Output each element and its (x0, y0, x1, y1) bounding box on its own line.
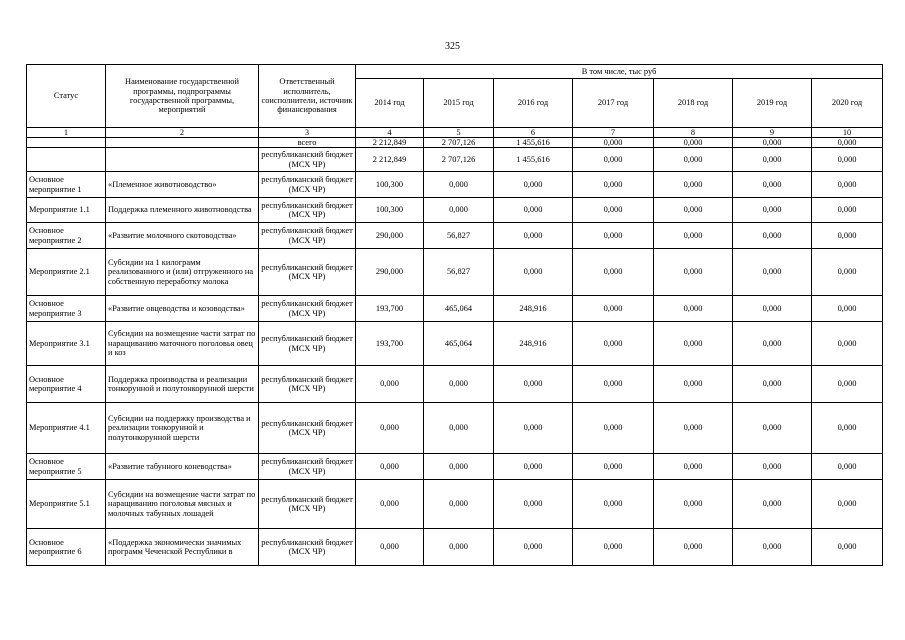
row-value: 0,000 (573, 172, 654, 198)
row-value: 0,000 (424, 480, 494, 529)
table-row (27, 366, 883, 403)
row-value: 0,000 (733, 454, 812, 480)
row-value: 0,000 (812, 454, 883, 480)
table-row (27, 148, 883, 172)
row-value: 2 707,126 (424, 138, 494, 148)
row-value: 1 455,616 (494, 148, 573, 172)
table-row (27, 480, 883, 529)
row-value: 0,000 (573, 454, 654, 480)
header-group: В том числе, тыс руб (356, 65, 883, 79)
row-value: 290,000 (356, 249, 424, 296)
header-year: 2015 год (424, 79, 494, 128)
row-value: 248,916 (494, 296, 573, 322)
column-number: 3 (259, 128, 356, 138)
row-value: 0,000 (654, 138, 733, 148)
row-value: 0,000 (654, 172, 733, 198)
row-value: 0,000 (654, 322, 733, 366)
row-value: 100,300 (356, 198, 424, 223)
row-status: Мероприятие 5.1 (27, 480, 106, 529)
row-value: 0,000 (733, 366, 812, 403)
row-value: 0,000 (733, 480, 812, 529)
row-value: 0,000 (733, 529, 812, 566)
row-source: республиканский бюджет (МСХ ЧР) (259, 223, 356, 249)
table-row (27, 296, 883, 322)
row-value: 0,000 (573, 403, 654, 454)
column-number: 4 (356, 128, 424, 138)
row-value: 0,000 (424, 366, 494, 403)
row-name: Субсидии на возмещение части затрат по наращиванию поголовья мясных и молочных табунных лошадей (106, 480, 259, 529)
row-value: 1 455,616 (494, 138, 573, 148)
row-value: 0,000 (812, 198, 883, 223)
row-value: 0,000 (733, 138, 812, 148)
row-value: 193,700 (356, 322, 424, 366)
row-source: республиканский бюджет (МСХ ЧР) (259, 296, 356, 322)
table-row (27, 223, 883, 249)
header-year: 2019 год (733, 79, 812, 128)
table-row (27, 403, 883, 454)
row-source: республиканский бюджет (МСХ ЧР) (259, 198, 356, 223)
row-value: 0,000 (654, 249, 733, 296)
row-value: 0,000 (812, 223, 883, 249)
row-source: республиканский бюджет (МСХ ЧР) (259, 403, 356, 454)
row-value: 0,000 (812, 366, 883, 403)
row-value: 2 212,849 (356, 148, 424, 172)
row-value: 0,000 (733, 296, 812, 322)
column-number: 1 (27, 128, 106, 138)
column-number: 9 (733, 128, 812, 138)
row-value: 0,000 (573, 366, 654, 403)
table-row (27, 172, 883, 198)
row-value: 0,000 (812, 480, 883, 529)
row-name: «Племенное животноводство» (106, 172, 259, 198)
row-name: «Развитие молочного скотоводства» (106, 223, 259, 249)
row-name (106, 148, 259, 172)
row-status: Основное мероприятие 5 (27, 454, 106, 480)
row-status: Основное мероприятие 3 (27, 296, 106, 322)
row-value: 0,000 (812, 148, 883, 172)
budget-table (26, 64, 883, 566)
row-status: Основное мероприятие 6 (27, 529, 106, 566)
row-value: 0,000 (654, 403, 733, 454)
row-value: 0,000 (812, 138, 883, 148)
row-value: 0,000 (573, 296, 654, 322)
row-name: Поддержка племенного животноводства (106, 198, 259, 223)
row-value: 0,000 (424, 454, 494, 480)
row-status: Мероприятие 4.1 (27, 403, 106, 454)
column-number: 7 (573, 128, 654, 138)
row-value: 100,300 (356, 172, 424, 198)
row-value: 0,000 (356, 454, 424, 480)
row-value: 0,000 (733, 223, 812, 249)
row-status: Мероприятие 2.1 (27, 249, 106, 296)
row-value: 0,000 (812, 529, 883, 566)
row-value: 0,000 (494, 366, 573, 403)
row-value: 0,000 (494, 454, 573, 480)
row-value: 0,000 (654, 480, 733, 529)
row-value: 0,000 (356, 403, 424, 454)
header-responsible: Ответственный исполнитель, соисполнители, источник финансирования (259, 65, 356, 128)
row-value: 0,000 (812, 322, 883, 366)
row-source: республиканский бюджет (МСХ ЧР) (259, 366, 356, 403)
table-row (27, 529, 883, 566)
row-value: 0,000 (573, 138, 654, 148)
row-value: 0,000 (356, 529, 424, 566)
row-name: Субсидии на возмещение части затрат по наращиванию маточного поголовья овец и коз (106, 322, 259, 366)
row-source: всего (259, 138, 356, 148)
row-name: «Развитие овцеводства и козоводства» (106, 296, 259, 322)
row-value: 0,000 (733, 148, 812, 172)
row-value: 2 707,126 (424, 148, 494, 172)
row-value: 0,000 (654, 529, 733, 566)
table-row (27, 249, 883, 296)
page-number: 325 (445, 41, 460, 52)
row-value: 465,064 (424, 296, 494, 322)
header-status: Статус (27, 65, 106, 128)
row-value: 0,000 (654, 148, 733, 172)
header-row (27, 65, 883, 79)
row-value: 0,000 (573, 322, 654, 366)
header-year: 2016 год (494, 79, 573, 128)
column-number-row (27, 128, 883, 138)
row-status: Мероприятие 1.1 (27, 198, 106, 223)
table-row (27, 138, 883, 148)
row-value: 0,000 (424, 403, 494, 454)
row-status: Основное мероприятие 2 (27, 223, 106, 249)
row-source: республиканский бюджет (МСХ ЧР) (259, 322, 356, 366)
row-value: 0,000 (733, 403, 812, 454)
row-value: 0,000 (494, 403, 573, 454)
row-name (106, 138, 259, 148)
row-name: Поддержка производства и реализации тонкорунной и полутонкорунной шерсти (106, 366, 259, 403)
row-status: Основное мероприятие 1 (27, 172, 106, 198)
row-value: 0,000 (733, 322, 812, 366)
row-value: 0,000 (733, 198, 812, 223)
column-number: 6 (494, 128, 573, 138)
row-value: 0,000 (812, 403, 883, 454)
row-source: республиканский бюджет (МСХ ЧР) (259, 454, 356, 480)
row-value: 248,916 (494, 322, 573, 366)
row-name: Субсидии на поддержку производства и реализации тонкорунной и полутонкорунной шерсти (106, 403, 259, 454)
row-value: 0,000 (573, 249, 654, 296)
row-value: 0,000 (812, 296, 883, 322)
table-row (27, 322, 883, 366)
row-value: 0,000 (573, 529, 654, 566)
row-value: 0,000 (424, 529, 494, 566)
row-value: 0,000 (573, 223, 654, 249)
column-number: 8 (654, 128, 733, 138)
row-value: 0,000 (424, 198, 494, 223)
row-value: 0,000 (733, 172, 812, 198)
row-value: 0,000 (573, 148, 654, 172)
row-status: Мероприятие 3.1 (27, 322, 106, 366)
row-source: республиканский бюджет (МСХ ЧР) (259, 529, 356, 566)
row-value: 0,000 (573, 198, 654, 223)
row-value: 0,000 (812, 249, 883, 296)
header-year: 2020 год (812, 79, 883, 128)
row-value: 56,827 (424, 223, 494, 249)
row-value: 465,064 (424, 322, 494, 366)
row-value: 0,000 (494, 172, 573, 198)
table-row (27, 454, 883, 480)
row-status: Основное мероприятие 4 (27, 366, 106, 403)
row-value: 0,000 (654, 198, 733, 223)
header-year: 2018 год (654, 79, 733, 128)
row-value: 0,000 (654, 454, 733, 480)
row-value: 0,000 (494, 529, 573, 566)
row-value: 0,000 (654, 296, 733, 322)
row-source: республиканский бюджет (МСХ ЧР) (259, 249, 356, 296)
row-value: 0,000 (654, 223, 733, 249)
column-number: 2 (106, 128, 259, 138)
row-source: республиканский бюджет (МСХ ЧР) (259, 480, 356, 529)
row-value: 290,000 (356, 223, 424, 249)
table-row (27, 198, 883, 223)
row-value: 0,000 (654, 366, 733, 403)
header-year: 2014 год (356, 79, 424, 128)
column-number: 5 (424, 128, 494, 138)
row-source: республиканский бюджет (МСХ ЧР) (259, 148, 356, 172)
row-value: 0,000 (424, 172, 494, 198)
row-value: 0,000 (494, 198, 573, 223)
header-year: 2017 год (573, 79, 654, 128)
row-status (27, 148, 106, 172)
row-value: 0,000 (494, 480, 573, 529)
row-name: «Поддержка экономически значимых программ Чеченской Республики в (106, 529, 259, 566)
row-value: 0,000 (573, 480, 654, 529)
row-value: 0,000 (812, 172, 883, 198)
row-value: 193,700 (356, 296, 424, 322)
row-value: 0,000 (733, 249, 812, 296)
row-value: 0,000 (356, 366, 424, 403)
row-name: «Развитие табунного коневодства» (106, 454, 259, 480)
row-value: 0,000 (494, 249, 573, 296)
row-source: республиканский бюджет (МСХ ЧР) (259, 172, 356, 198)
row-value: 0,000 (494, 223, 573, 249)
row-value: 0,000 (356, 480, 424, 529)
row-value: 56,827 (424, 249, 494, 296)
row-status (27, 138, 106, 148)
header-name: Наименование государственной программы, подпрограммы государственной программы, мероприятий (106, 65, 259, 128)
column-number: 10 (812, 128, 883, 138)
row-name: Субсидии на 1 килограмм реализованного и (или) отгруженного на собственную переработку молока (106, 249, 259, 296)
row-value: 2 212,849 (356, 138, 424, 148)
